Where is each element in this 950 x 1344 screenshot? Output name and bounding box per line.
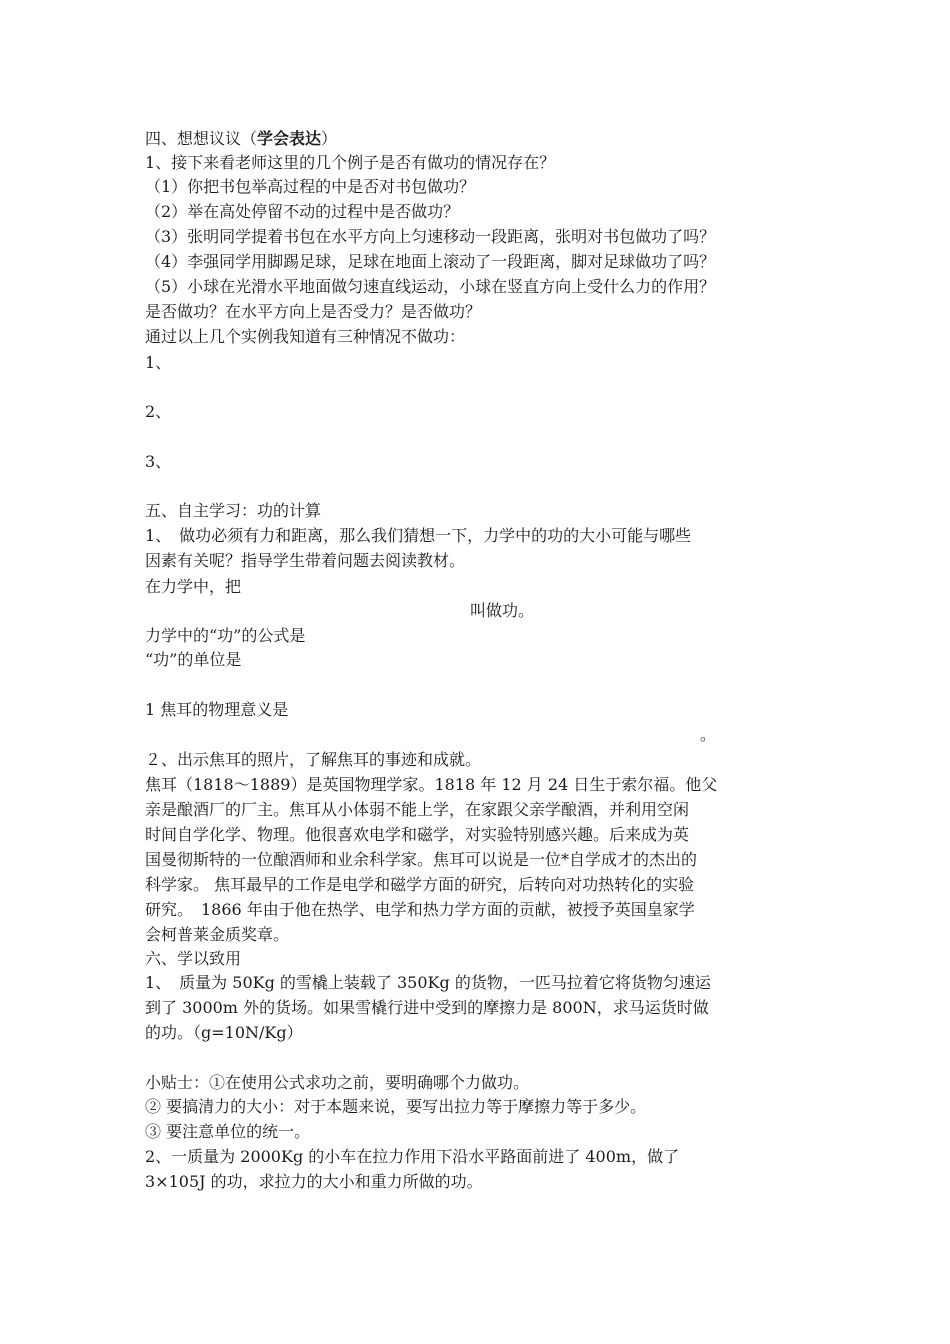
- problem2-line: 2、一质量为 2000Kg 的小车在拉力作用下沿水平路面前进了 400m，做了: [145, 1147, 680, 1166]
- problem2-line: 3×105J 的功，求拉力的大小和重力所做的功。: [145, 1172, 483, 1191]
- problem1-line: 到了 3000m 外的货场。如果雪橇行进中受到的摩擦力是 800N，求马运货时做: [145, 998, 709, 1017]
- section4-summary: 通过以上几个实例我知道有三种情况不做功：: [145, 327, 466, 346]
- joule-bio-line: 时间自学化学、物理。他很喜欢电学和磁学，对实验特别感兴趣。后来成为英: [145, 825, 690, 844]
- section5-para-line2: 因素有关呢？指导学生带着问题去阅读教材。: [145, 551, 466, 570]
- joule-bio-line: 会柯普莱金质奖章。: [145, 925, 290, 944]
- problem1-line: 1、 质量为 50Kg 的雪橇上装载了 350Kg 的货物，一匹马拉着它将货物匀速运: [145, 973, 711, 992]
- joule-meaning: 1 焦耳的物理意义是: [145, 700, 289, 719]
- joule-photo-item: ２、出示焦耳的照片，了解焦耳的事迹和成就。: [145, 750, 482, 769]
- joule-bio-line: 焦耳（1818～1889）是英国物理学家。1818 年 12 月 24 日生于索尔福。他父: [145, 775, 718, 794]
- work-definition-prefix: 在力学中，把: [145, 577, 242, 596]
- blank-1: 1、: [145, 353, 172, 372]
- joule-bio-line: 科学家。 焦耳最早的工作是电学和磁学方面的研究，后转向对功热转化的实验: [145, 875, 695, 894]
- section5-para-line1: 1、 做功必须有力和距离，那么我们猜想一下，力学中的功的大小可能与哪些: [145, 526, 692, 545]
- section4-item-5: （5）小球在光滑水平地面做匀速直线运动，小球在竖直方向上受什么力的作用？: [145, 277, 716, 296]
- section4-item-2: （2）举在高处停留不动的过程中是否做功？: [145, 202, 460, 221]
- blank-2: 2、: [145, 402, 172, 421]
- section4-question: 1、接下来看老师这里的几个例子是否有做功的情况存在？: [145, 153, 556, 172]
- section4-item-3: （3）张明同学提着书包在水平方向上匀速移动一段距离，张明对书包做功了吗？: [145, 227, 716, 246]
- tip-line: ③ 要注意单位的统一。: [145, 1122, 311, 1141]
- section4-heading-bold: 学会表达: [257, 129, 322, 148]
- work-unit: “功”的单位是: [145, 650, 242, 669]
- section5-heading: 五、自主学习：功的计算: [145, 501, 322, 520]
- work-definition-suffix: 叫做功。: [470, 601, 535, 620]
- tip-line: ② 要搞清力的大小：对于本题来说，要写出拉力等于摩擦力等于多少。: [145, 1097, 647, 1116]
- work-formula: 力学中的“功”的公式是: [145, 626, 306, 645]
- section4-item-4: （4）李强同学用脚踢足球，足球在地面上滚动了一段距离，脚对足球做功了吗？: [145, 252, 716, 271]
- blank-3: 3、: [145, 452, 172, 471]
- section6-heading: 六、学以致用: [145, 949, 242, 968]
- joule-bio-line: 亲是酿酒厂的厂主。焦耳从小体弱不能上学，在家跟父亲学酿酒，并利用空闲: [145, 800, 690, 819]
- section4-item-1: （1）你把书包举高过程的中是否对书包做功？: [145, 177, 476, 196]
- tip-line: 小贴士：①在使用公式求功之前，要明确哪个力做功。: [145, 1073, 530, 1092]
- section4-item-5-cont: 是否做功？在水平方向上是否受力？是否做功？: [145, 302, 482, 321]
- joule-bio-line: 国曼彻斯特的一位酿酒师和业余科学家。焦耳可以说是一位*自学成才的杰出的: [145, 850, 698, 869]
- joule-bio-line: 研究。 1866 年由于他在热学、电学和热力学方面的贡献，被授予英国皇家学: [145, 900, 695, 919]
- joule-meaning-period: 。: [700, 725, 717, 744]
- problem1-line: 的功。（g=10N/Kg）: [145, 1023, 303, 1042]
- section4-heading: 四、想想议议（学会表达）: [145, 129, 338, 148]
